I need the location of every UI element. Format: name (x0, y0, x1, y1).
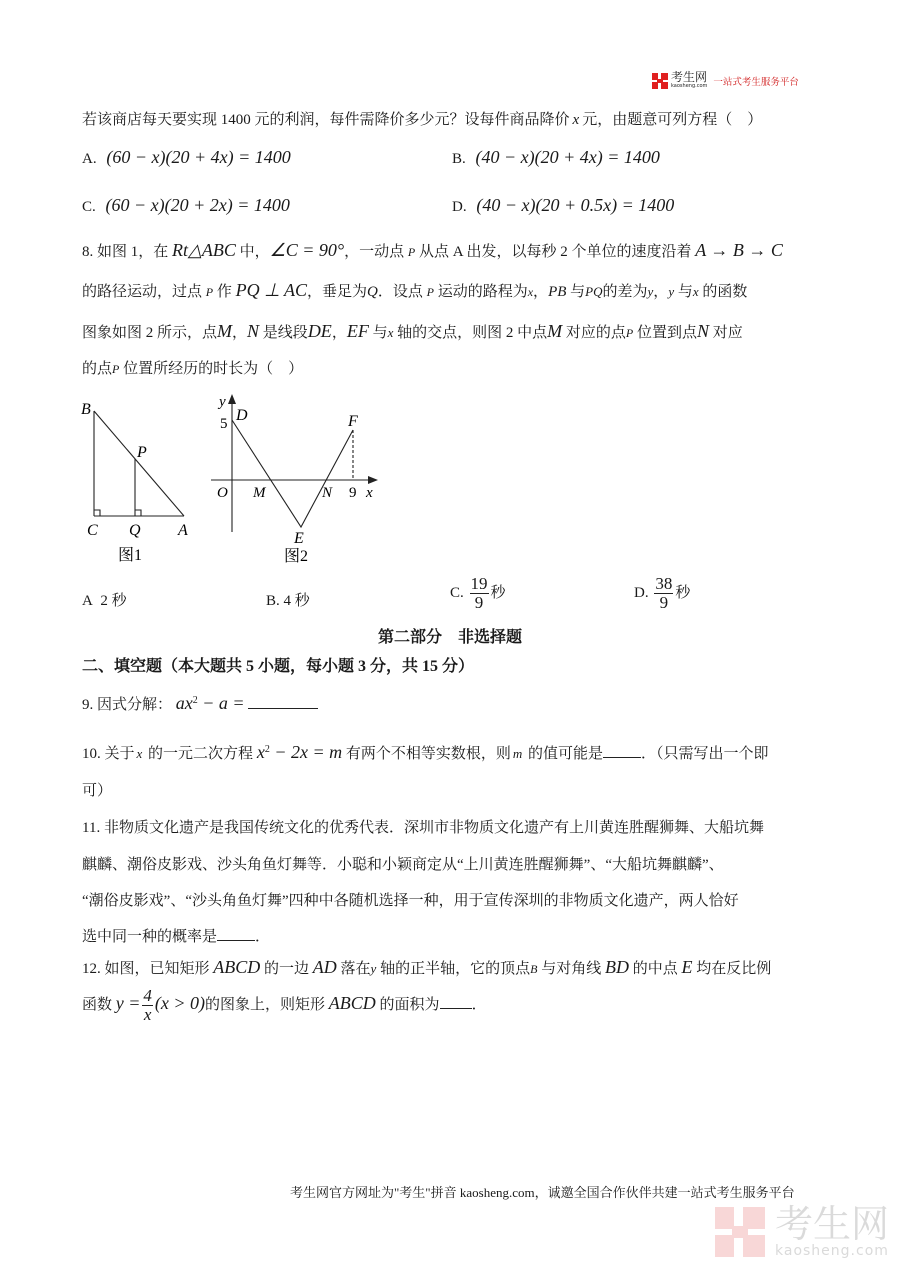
math: x (136, 746, 143, 761)
text: ， (232, 325, 248, 341)
math: ∠C = 90° (269, 240, 345, 260)
text: 与对角线 (537, 961, 605, 977)
option-value: 2 秒 (100, 593, 127, 609)
q11-line-3: “潮俗皮影戏”、“沙头角鱼灯舞”四种中各随机选择一种，用于宣传深圳的非物质文化遗产，两人恰好 (82, 893, 739, 909)
label-a: A (178, 522, 188, 539)
label-c: C (87, 522, 98, 539)
q8-line-4 (82, 357, 303, 378)
text: 的值可能是 (524, 746, 604, 762)
watermark-text (775, 1202, 890, 1259)
text: ．设点 (377, 284, 427, 300)
figure-2-caption: 图2 (284, 548, 309, 565)
watermark (715, 1202, 890, 1259)
text: 从点 A 出发，以每秒 2 个单位的速度沿着 (415, 244, 696, 260)
q11-answer-blank[interactable] (217, 926, 255, 941)
footer-text: 考生网官方网址为"考生"拼音 kaosheng.com，诚邀全国合作伙伴共建一站式考生服务平台 (290, 1185, 795, 1200)
label-y: y (219, 394, 226, 410)
text: 运动的路程为 (433, 284, 528, 300)
logo-brand-name: 考生网 (671, 70, 708, 84)
right-angle-mark-c (94, 510, 100, 516)
fraction (142, 987, 153, 1024)
q8-option-a[interactable] (82, 589, 127, 610)
text: 均在反比例 (692, 961, 772, 977)
watermark-en: kaosheng.com (775, 1243, 889, 1259)
watermark-cn: 考生网 (775, 1202, 890, 1246)
text: ．（只需写出一个即 (641, 746, 769, 762)
text: 函数 (82, 996, 116, 1013)
q9-math-2: − a = (197, 693, 245, 713)
function-line-def (232, 420, 353, 527)
q8-line-1 (82, 240, 783, 261)
section-2-subtitle: 二、填空题（本大题共 5 小题，每小题 3 分，共 15 分） (82, 658, 475, 675)
q7-stem-text: 若该商店每天要实现 1400 元的利润，每件需降价多少元？设每件商品降价 (82, 112, 570, 128)
text: 8. 如图 1，在 (82, 244, 173, 260)
math: PQ (585, 284, 603, 299)
denominator: 9 (474, 592, 484, 612)
q8-option-c[interactable] (450, 575, 506, 612)
q8-option-b[interactable] (266, 589, 310, 610)
math: PB (548, 284, 567, 300)
text: 的差为 (602, 284, 648, 300)
text: 有两个不相等实数根，则 (342, 746, 511, 762)
math: Q (367, 284, 378, 300)
text: 位置所经历的时长为（ ） (119, 361, 304, 377)
option-expr: (60 − x)(20 + 4x) = 1400 (106, 147, 291, 167)
text: ， (653, 284, 669, 300)
label-n: N (322, 485, 333, 501)
math: N (697, 321, 710, 341)
q10-line-2: 可） (82, 783, 113, 799)
text: 10. 关于 (82, 746, 135, 762)
math: ABCD (328, 992, 376, 1013)
section-2-title: 第二部分 非选择题 (377, 629, 522, 646)
label-e: E (294, 530, 304, 547)
math: DE (307, 321, 332, 341)
option-label: D. (634, 584, 649, 601)
math: N (247, 321, 260, 341)
text: 与 (368, 325, 388, 341)
math: m (512, 746, 523, 761)
text: ． (255, 929, 271, 945)
math: A → B → C (695, 240, 783, 260)
label-x: x (366, 485, 373, 501)
fraction (470, 575, 489, 612)
math: x (527, 285, 534, 299)
label-q: Q (129, 522, 141, 539)
q11-line-2: 麒麟、潮俗皮影戏、沙头角鱼灯舞等．小聪和小颖商定从“上川黄连胜醒狮舞”、“大船坑舞麒麟”、 (82, 857, 724, 873)
label-9: 9 (349, 485, 357, 501)
math: PQ ⊥ AC (235, 280, 307, 300)
q8-option-d[interactable] (634, 575, 690, 612)
q7-option-d[interactable] (452, 195, 674, 216)
logo-brand (671, 72, 707, 89)
denominator: 9 (659, 592, 669, 612)
math: B (530, 962, 538, 976)
math: (x > 0) (154, 992, 206, 1013)
text: 是线段 (259, 325, 308, 341)
math: P (426, 285, 434, 299)
text: 位置到点 (633, 325, 698, 341)
denominator: x (143, 1004, 152, 1024)
text: ， (533, 284, 549, 300)
numerator: 4 (143, 986, 152, 1005)
header-slogan: 一站式考生服务平台 (713, 76, 799, 88)
y-axis-arrow-icon (228, 394, 236, 404)
q7-stem-text-2: 元，由题意可列方程（ ） (582, 112, 763, 128)
math: ABCD (213, 957, 261, 977)
text: 的一元二次方程 (144, 746, 257, 762)
text: ， (331, 325, 347, 341)
math: BD (604, 957, 629, 977)
figure-2-graph (205, 390, 395, 570)
label-5: 5 (220, 416, 228, 432)
text: 的图象上，则矩形 (205, 996, 329, 1013)
text: 与 (674, 284, 693, 300)
option-value: 4 秒 (283, 593, 310, 609)
math: M (217, 321, 233, 341)
text: ． (471, 996, 487, 1013)
numerator: 38 (655, 574, 673, 593)
q8-line-3 (82, 321, 743, 342)
label-b: B (81, 401, 91, 418)
q8-line-2 (82, 280, 747, 301)
q7-var: x (572, 112, 580, 128)
q10-answer-blank[interactable] (603, 743, 641, 758)
math: y (647, 284, 654, 299)
q7-stem (82, 108, 762, 129)
option-label: B. (452, 151, 466, 167)
text: 对应 (709, 325, 743, 341)
numerator: 19 (470, 574, 488, 593)
option-label: C. (82, 199, 96, 215)
option-label: B. (266, 593, 280, 609)
logo-domain: kaosheng.com (671, 83, 708, 89)
math: AD (312, 957, 337, 977)
text: 轴的交点，则图 2 中点 (393, 325, 548, 341)
text: 的面积为 (375, 996, 440, 1013)
label-f: F (348, 413, 358, 430)
text: 中， (235, 244, 270, 260)
q9-text: 9. 因式分解： (82, 697, 173, 713)
math: y = (115, 992, 141, 1013)
text: 选中同一种的概率是 (82, 929, 218, 945)
option-expr: (40 − x)(20 + 0.5x) = 1400 (476, 195, 675, 215)
text: 的路径运动，过点 (82, 284, 206, 300)
header-logo (652, 72, 799, 89)
option-expr: (40 − x)(20 + 4x) = 1400 (475, 147, 660, 167)
text: 的一边 (260, 961, 313, 977)
q12-line-2 (82, 987, 487, 1024)
label-m: M (253, 485, 266, 501)
q7-option-b[interactable] (452, 147, 660, 168)
option-unit: 秒 (490, 584, 506, 601)
math: E (681, 957, 693, 977)
text: 12. 如图，已知矩形 (82, 961, 214, 977)
math: y (668, 284, 675, 299)
option-expr: (60 − x)(20 + 2x) = 1400 (105, 195, 290, 215)
kaosheng-logo-icon (652, 73, 668, 89)
q9 (82, 693, 318, 714)
text: ，一动点 (344, 244, 408, 260)
x-axis-arrow-icon (368, 476, 378, 484)
figure-1-triangle (75, 395, 205, 570)
math: x (692, 284, 699, 299)
text: 的中点 (628, 961, 682, 977)
text: 的函数 (698, 284, 748, 300)
label-p: P (137, 444, 147, 461)
q9-sup: 2 (192, 695, 198, 706)
watermark-logo-icon (715, 1207, 767, 1257)
option-unit: 秒 (675, 584, 691, 601)
text: 轴的正半轴，它的顶点 (376, 961, 531, 977)
option-label: A (82, 593, 93, 609)
q7-option-a[interactable] (82, 147, 291, 168)
q9-math: ax (175, 693, 193, 713)
text: ，垂足为 (306, 284, 367, 300)
text: 对应的点 (562, 325, 626, 341)
option-label: D. (452, 199, 467, 215)
side-ab (94, 411, 184, 516)
math: P (112, 362, 120, 376)
math: EF (346, 321, 369, 341)
option-label: C. (450, 584, 464, 601)
text: 与 (566, 284, 586, 300)
math: P (625, 326, 634, 340)
math: P (205, 285, 214, 299)
math: M (547, 321, 563, 341)
text: 作 (213, 284, 236, 300)
q7-option-c[interactable] (82, 195, 290, 216)
math: Rt△ABC (172, 240, 236, 260)
q12-answer-blank[interactable] (440, 994, 472, 1009)
math: x (387, 325, 394, 340)
q11-line-4 (82, 925, 270, 946)
sup: 2 (264, 744, 270, 755)
text: 的点 (82, 361, 113, 377)
right-angle-mark-q (135, 510, 141, 516)
label-d: D (236, 407, 248, 424)
q11-line-1: 11. 非物质文化遗产是我国传统文化的优秀代表．深圳市非物质文化遗产有上川黄连胜醒狮舞、大船坑舞 (82, 820, 764, 836)
math: − 2x = m (269, 742, 343, 762)
math: x (256, 742, 265, 762)
label-o: O (217, 485, 228, 501)
math: y (370, 961, 377, 976)
q9-answer-blank[interactable] (248, 694, 318, 709)
math: P (407, 245, 416, 259)
q10 (82, 742, 769, 763)
option-label: A. (82, 151, 97, 167)
fraction (654, 575, 673, 612)
q12-line-1 (82, 957, 771, 978)
text: 落在 (336, 961, 371, 977)
figure-1-caption: 图1 (118, 547, 143, 564)
text: 图象如图 2 所示，点 (82, 325, 218, 341)
